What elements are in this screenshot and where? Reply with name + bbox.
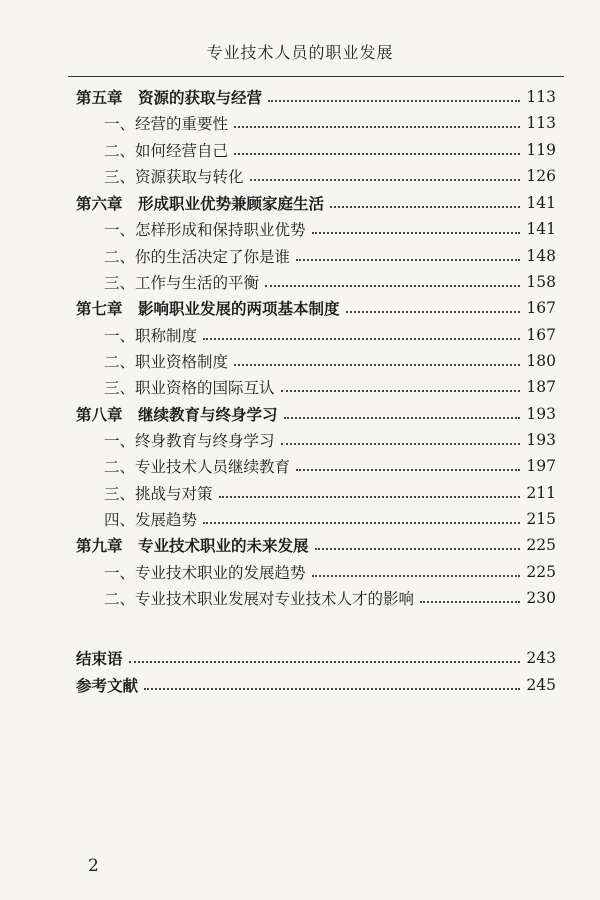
toc-section-entry bbox=[0, 348, 600, 374]
toc-entry-label: 四、发展趋势 bbox=[104, 511, 198, 529]
toc-entry-label: 三、挑战与对策 bbox=[104, 485, 213, 503]
toc-entry-label: 二、专业技术职业发展对专业技术人才的影响 bbox=[104, 590, 415, 608]
toc-entry-label: 一、经营的重要性 bbox=[104, 115, 229, 133]
toc-entry-page: 225 bbox=[526, 536, 556, 554]
toc-leader-dots bbox=[265, 285, 520, 287]
toc-entry-label: 一、专业技术职业的发展趋势 bbox=[104, 564, 306, 582]
toc-entry-page: 187 bbox=[526, 378, 556, 396]
toc-section-entry bbox=[0, 559, 600, 585]
page-number: 2 bbox=[88, 856, 99, 876]
toc-entry-page: 197 bbox=[526, 457, 556, 475]
running-header: 专业技术人员的职业发展 bbox=[206, 43, 394, 62]
toc-entry-page: 193 bbox=[526, 431, 556, 449]
toc-entry-label: 三、资源获取与转化 bbox=[104, 168, 244, 186]
toc-entry-page: 126 bbox=[526, 167, 556, 185]
toc-entry-label: 二、专业技术人员继续教育 bbox=[104, 458, 291, 476]
toc-entry-page: 167 bbox=[526, 326, 556, 344]
toc-section-entry bbox=[0, 374, 600, 400]
toc-entry-page: 243 bbox=[526, 649, 556, 667]
toc-entry-page: 193 bbox=[526, 405, 556, 423]
toc-entry-page: 225 bbox=[526, 563, 556, 581]
toc-leader-dots bbox=[420, 601, 520, 603]
toc-entry-page: 245 bbox=[526, 676, 556, 694]
toc-leader-dots bbox=[144, 688, 520, 690]
toc-entry-label: 第八章 继续教育与终身学习 bbox=[76, 405, 278, 424]
toc-entry-page: 180 bbox=[526, 352, 556, 370]
toc-leader-dots bbox=[330, 206, 520, 208]
toc-entry-label: 一、终身教育与终身学习 bbox=[104, 432, 275, 450]
toc-entry-label: 结束语 bbox=[76, 649, 123, 668]
toc-entry-page: 215 bbox=[526, 510, 556, 528]
toc-leader-dots bbox=[129, 661, 521, 663]
toc-entry-page: 113 bbox=[526, 88, 556, 106]
toc-entry-page: 141 bbox=[526, 220, 556, 238]
toc-entry-label: 第七章 影响职业发展的两项基本制度 bbox=[76, 299, 340, 318]
toc-leader-dots bbox=[312, 575, 521, 577]
toc-leader-dots bbox=[346, 311, 521, 313]
toc-section-entry bbox=[0, 506, 600, 532]
toc-entry-label: 一、怎样形成和保持职业优势 bbox=[104, 221, 306, 239]
toc-entry-label: 第六章 形成职业优势兼顾家庭生活 bbox=[76, 194, 325, 213]
toc-entry-page: 119 bbox=[526, 141, 556, 159]
toc-chapter-entry bbox=[0, 84, 600, 110]
toc-chapter-entry bbox=[0, 295, 600, 321]
toc-leader-dots bbox=[203, 338, 520, 340]
toc-entry-label: 二、你的生活决定了你是谁 bbox=[104, 248, 291, 266]
toc-leader-dots bbox=[312, 232, 521, 234]
toc-section-entry bbox=[0, 163, 600, 189]
toc-entry-page: 230 bbox=[526, 589, 556, 607]
toc-entry-label: 参考文献 bbox=[76, 676, 139, 695]
toc-entry-label: 二、职业资格制度 bbox=[104, 353, 229, 371]
toc-section-entry bbox=[0, 110, 600, 136]
toc-leader-dots bbox=[234, 153, 520, 155]
toc-section-entry bbox=[0, 322, 600, 348]
toc-entry-page: 158 bbox=[526, 273, 556, 291]
toc-chapter-entry bbox=[0, 401, 600, 427]
toc-section-entry bbox=[0, 137, 600, 163]
toc-leader-dots bbox=[296, 469, 520, 471]
toc-leader-dots bbox=[296, 259, 520, 261]
toc-section-entry bbox=[0, 480, 600, 506]
toc-entry-page: 113 bbox=[526, 114, 556, 132]
toc-entry-label: 第九章 专业技术职业的未来发展 bbox=[76, 536, 309, 555]
toc-chapter-entry bbox=[0, 532, 600, 558]
toc-leader-dots bbox=[250, 179, 521, 181]
toc-leader-dots bbox=[281, 390, 521, 392]
toc-entry-page: 167 bbox=[526, 299, 556, 317]
toc-chapter-entry bbox=[0, 645, 600, 671]
toc-leader-dots bbox=[268, 100, 520, 102]
toc-entry-page: 211 bbox=[526, 484, 556, 502]
toc-entry-label: 二、如何经营自己 bbox=[104, 142, 229, 160]
toc-entry-label: 三、职业资格的国际互认 bbox=[104, 379, 275, 397]
toc-entry-page: 141 bbox=[526, 194, 556, 212]
toc-leader-dots bbox=[234, 126, 520, 128]
toc-entry-label: 第五章 资源的获取与经营 bbox=[76, 88, 263, 107]
toc-entry-label: 一、职称制度 bbox=[104, 327, 198, 345]
toc-section-entry bbox=[0, 453, 600, 479]
toc-leader-dots bbox=[284, 417, 521, 419]
toc-leader-dots bbox=[315, 548, 521, 550]
toc-section-entry bbox=[0, 243, 600, 269]
toc-entry-page: 148 bbox=[526, 247, 556, 265]
toc-leader-dots bbox=[203, 522, 520, 524]
toc-section-entry bbox=[0, 427, 600, 453]
toc-leader-dots bbox=[234, 364, 520, 366]
toc-section-entry bbox=[0, 585, 600, 611]
toc-chapter-entry bbox=[0, 672, 600, 698]
toc-chapter-entry bbox=[0, 190, 600, 216]
toc-section-entry bbox=[0, 269, 600, 295]
toc-entry-label: 三、工作与生活的平衡 bbox=[104, 274, 260, 292]
toc-leader-dots bbox=[219, 496, 521, 498]
toc-section-entry bbox=[0, 216, 600, 242]
toc-leader-dots bbox=[281, 443, 521, 445]
